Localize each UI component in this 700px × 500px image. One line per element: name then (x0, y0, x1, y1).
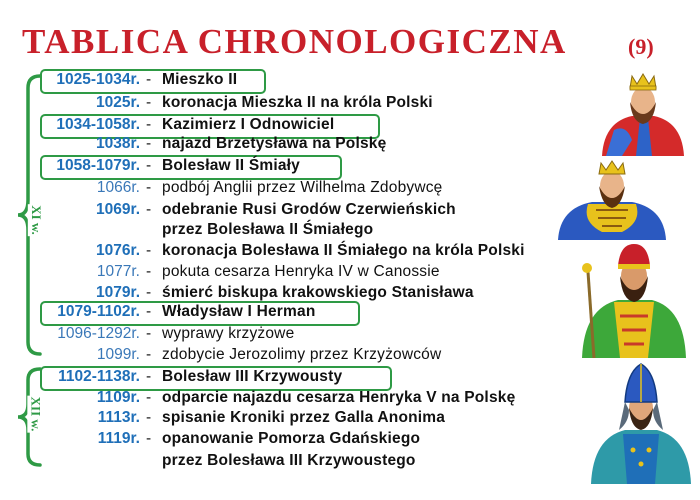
entry-date: 1099r. (96, 346, 140, 363)
century-label-xii: XII w. (28, 396, 44, 432)
entry-date: 1113r. (97, 409, 140, 426)
king-illustration-boleslaw-iii (585, 360, 695, 484)
king-illustration-boleslaw-ii (552, 160, 672, 240)
century-label-xi: XI w. (28, 205, 44, 235)
entry-date: 1077r. (96, 263, 140, 280)
entry-text: Władysław I Herman (162, 303, 316, 320)
entry-dash: - (146, 157, 152, 174)
entry-dash: - (146, 116, 152, 133)
entry-text: przez Bolesława III Krzywoustego (162, 452, 416, 469)
entry-dash: - (146, 179, 152, 196)
king-illustration-wladyslaw-herman (574, 236, 694, 358)
entry-dash: - (146, 284, 152, 301)
entry-text: Kazimierz I Odnowiciel (162, 116, 335, 133)
entry-dash: - (146, 346, 152, 363)
king-illustration-mieszko-ii (592, 70, 692, 156)
entry-date: 1066r. (96, 179, 140, 196)
entry-dash: - (146, 201, 152, 218)
entry-text: Bolesław III Krzywousty (162, 368, 343, 385)
entry-text: pokuta cesarza Henryka IV w Canossie (162, 263, 440, 280)
entry-dash: - (146, 135, 152, 152)
entry-dash: - (146, 263, 152, 280)
entry-text: przez Bolesława II Śmiałego (162, 221, 374, 238)
entry-dash: - (146, 430, 152, 447)
entry-dash: - (146, 325, 152, 342)
entry-date: 1079r. (96, 284, 140, 301)
entry-dash: - (146, 409, 152, 426)
entry-dash: - (146, 368, 152, 385)
entry-date: 1025r. (96, 94, 140, 111)
entry-text: spisanie Kroniki przez Galla Anonima (162, 409, 446, 426)
entry-date: 1076r. (96, 242, 140, 259)
entry-dash: - (146, 303, 152, 320)
entry-dash: - (146, 242, 152, 259)
entry-dash: - (146, 389, 152, 406)
entry-date: 1109r. (96, 389, 140, 406)
entry-dash: - (146, 94, 152, 111)
entry-date: 1079-1102r. (57, 303, 140, 320)
entry-date: 1025-1034r. (56, 71, 140, 88)
entry-text: koronacja Mieszka II na króla Polski (162, 94, 433, 111)
entry-dash: - (146, 71, 152, 88)
entry-text: opanowanie Pomorza Gdańskiego (162, 430, 421, 447)
entry-text: odebranie Rusi Grodów Czerwieńskich (162, 201, 456, 218)
entry-text: wyprawy krzyżowe (162, 325, 295, 342)
entry-date: 1038r. (96, 135, 140, 152)
page-number: (9) (628, 34, 654, 59)
entry-date: 1102-1138r. (58, 368, 140, 385)
entry-text: koronacja Bolesława II Śmiałego na króla Polski (162, 242, 525, 259)
entry-text: podbój Anglii przez Wilhelma Zdobywcę (162, 179, 443, 196)
entry-text: najazd Brzetysława na Polskę (162, 135, 387, 152)
entry-text: śmierć biskupa krakowskiego Stanisława (162, 284, 474, 301)
entry-date: 1034-1058r. (56, 116, 140, 133)
page-title: TABLICA CHRONOLOGICZNA (22, 22, 567, 61)
entry-text: zdobycie Jerozolimy przez Krzyżowców (162, 346, 442, 363)
entry-text: Mieszko II (162, 71, 238, 88)
entry-date: 1069r. (96, 201, 140, 218)
entry-text: Bolesław II Śmiały (162, 157, 300, 174)
entry-text: odparcie najazdu cesarza Henryka V na Polskę (162, 389, 516, 406)
entry-date: 1058-1079r. (56, 157, 140, 174)
entry-date: 1096-1292r. (57, 325, 140, 342)
entry-date: 1119r. (97, 430, 140, 447)
